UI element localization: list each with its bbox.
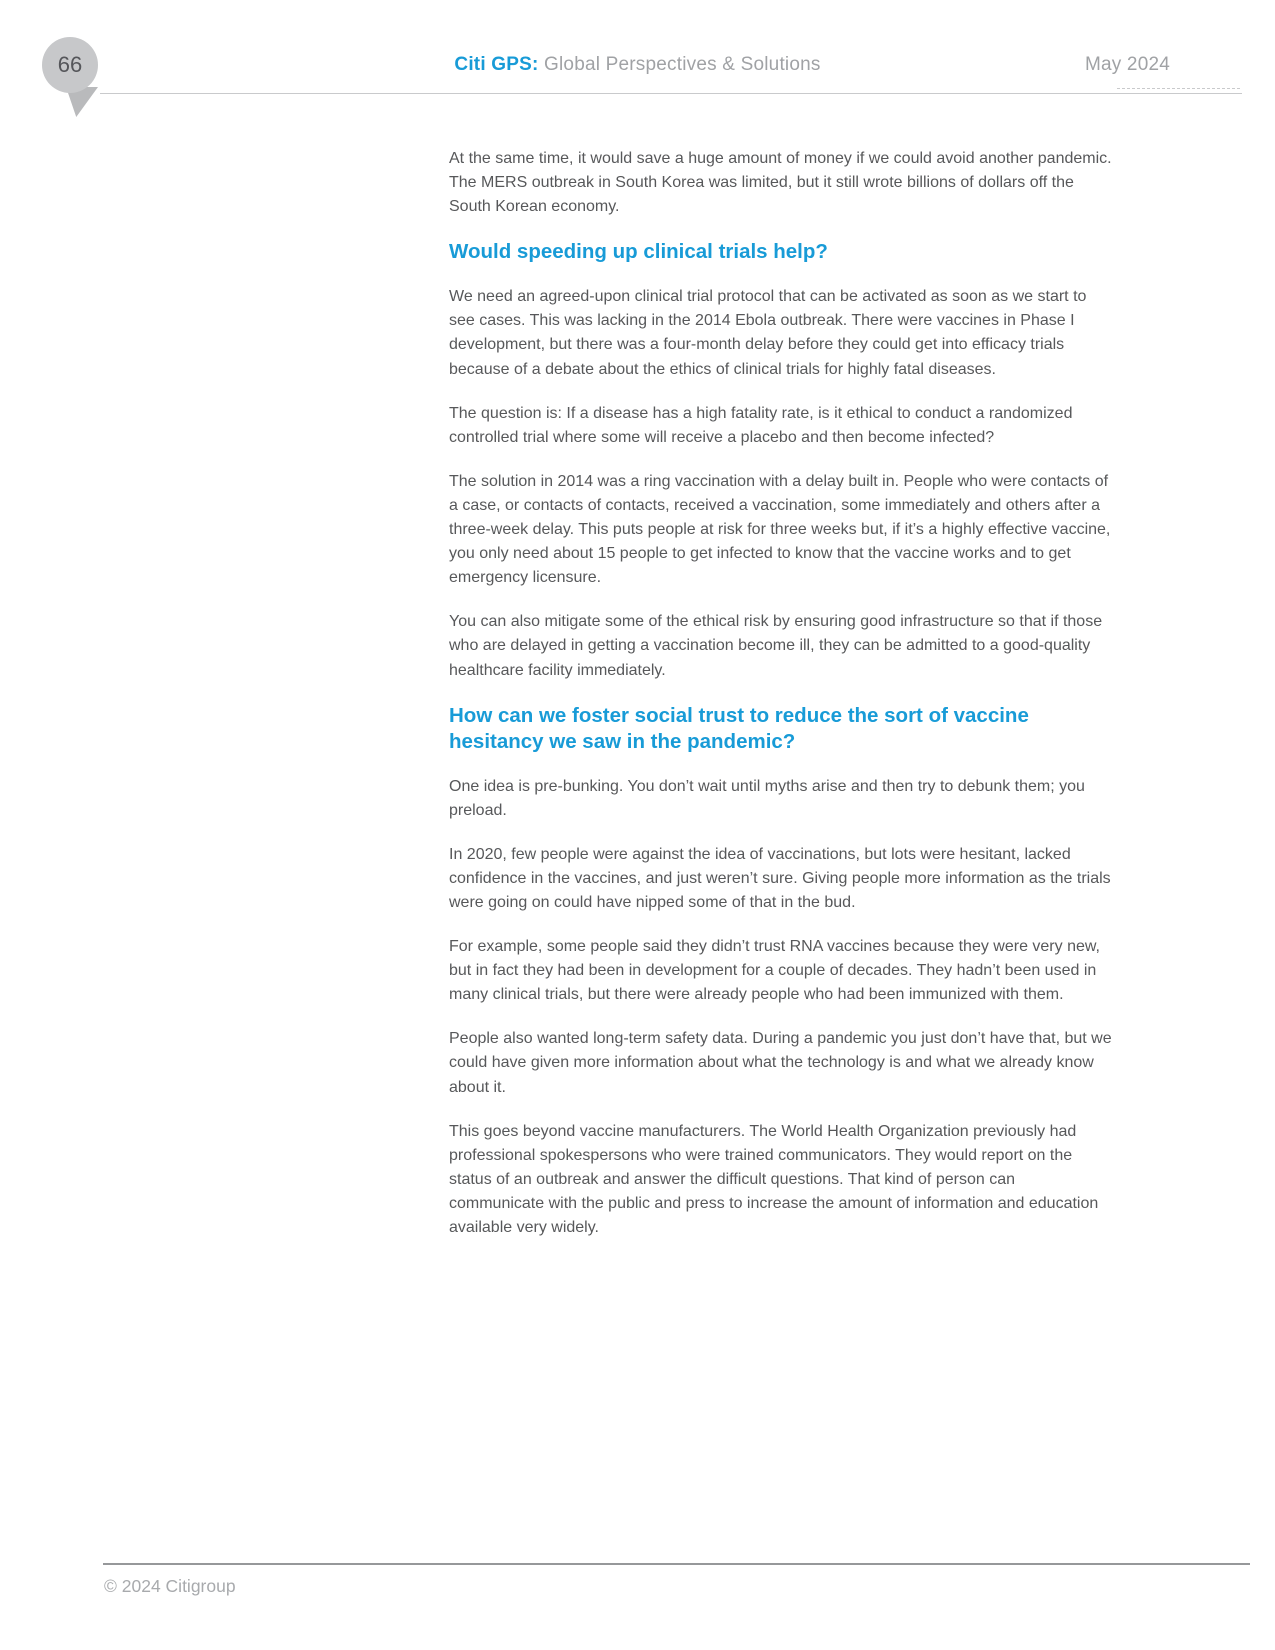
body-paragraph: For example, some people said they didn’t trust RNA vaccines because they were very new, but in fact they had been in development for a couple of decades. They hadn’t been used in many clinical trials, but there were already people who had been immunized with them.	[449, 938, 1100, 1004]
body-paragraph: The solution in 2014 was a ring vaccination with a delay built in. People who were contacts of a case, or contacts of contacts, received a vaccination, some immediately and others after a three-week delay. This puts people at risk for three weeks but, if it’s a highly effective vaccine, you only need about 15 people to get infected to know that the vaccine works and to get emergency licensure.	[449, 472, 1111, 587]
header-rule	[100, 93, 1242, 94]
body-paragraph: One idea is pre-bunking. You don’t wait until myths arise and then try to debunk them; you preload.	[449, 777, 1085, 819]
body-paragraph: You can also mitigate some of the ethical risk by ensuring good infrastructure so that if those who are delayed in getting a vaccination become ill, they can be admitted to a good-quality healthcare facility immediately.	[449, 613, 1103, 679]
header-date: May 2024	[1084, 54, 1170, 75]
body-paragraph: The question is: If a disease has a high fatality rate, is it ethical to conduct a randomized controlled trial where some will receive a placebo and then become infected?	[449, 404, 1073, 446]
header-rule-dashes	[1117, 88, 1240, 89]
page-number: 66	[57, 52, 83, 77]
footer-rule	[103, 1563, 1250, 1565]
article-body	[449, 147, 1112, 1260]
header-title	[0, 54, 1275, 76]
section-heading: Would speeding up clinical trials help?	[449, 240, 828, 264]
brand-tagline: Global Perspectives & Solutions	[538, 54, 821, 75]
copyright-notice: © 2024 Citigroup	[104, 1576, 236, 1596]
body-paragraph: At the same time, it would save a huge amount of money if we could avoid another pandemic. The MERS outbreak in South Korea was limited, but it still wrote billions of dollars off the South Korean economy.	[449, 150, 1112, 216]
section-heading: How can we foster social trust to reduce the sort of vaccine hesitancy we saw in the pandemic?	[449, 703, 1029, 753]
body-paragraph: In 2020, few people were against the idea of vaccinations, but lots were hesitant, lacked confidence in the vaccines, and just weren’t sure. Giving people more information as the trials were going on could have nipped some of that in the bud.	[449, 845, 1111, 911]
body-paragraph: We need an agreed-upon clinical trial protocol that can be activated as soon as we start to see cases. This was lacking in the 2014 Ebola outbreak. There were vaccines in Phase I development, but there was a four-month delay before they could get into efficacy trials because of a debate about the ethics of clinical trials for highly fatal diseases.	[449, 288, 1087, 378]
body-paragraph: This goes beyond vaccine manufacturers. The World Health Organization previously had professional spokespersons who were trained communicators. They would report on the status of an outbreak and answer the difficult questions. That kind of person can communicate with the public and press to increase the amount of information and education available very widely.	[449, 1122, 1099, 1236]
body-paragraph: People also wanted long-term safety data. During a pandemic you just don’t have that, but we could have given more information about what the technology is and what we already know about it.	[449, 1030, 1112, 1096]
page-number-bubble	[42, 37, 98, 93]
brand-name: Citi GPS:	[454, 54, 539, 75]
